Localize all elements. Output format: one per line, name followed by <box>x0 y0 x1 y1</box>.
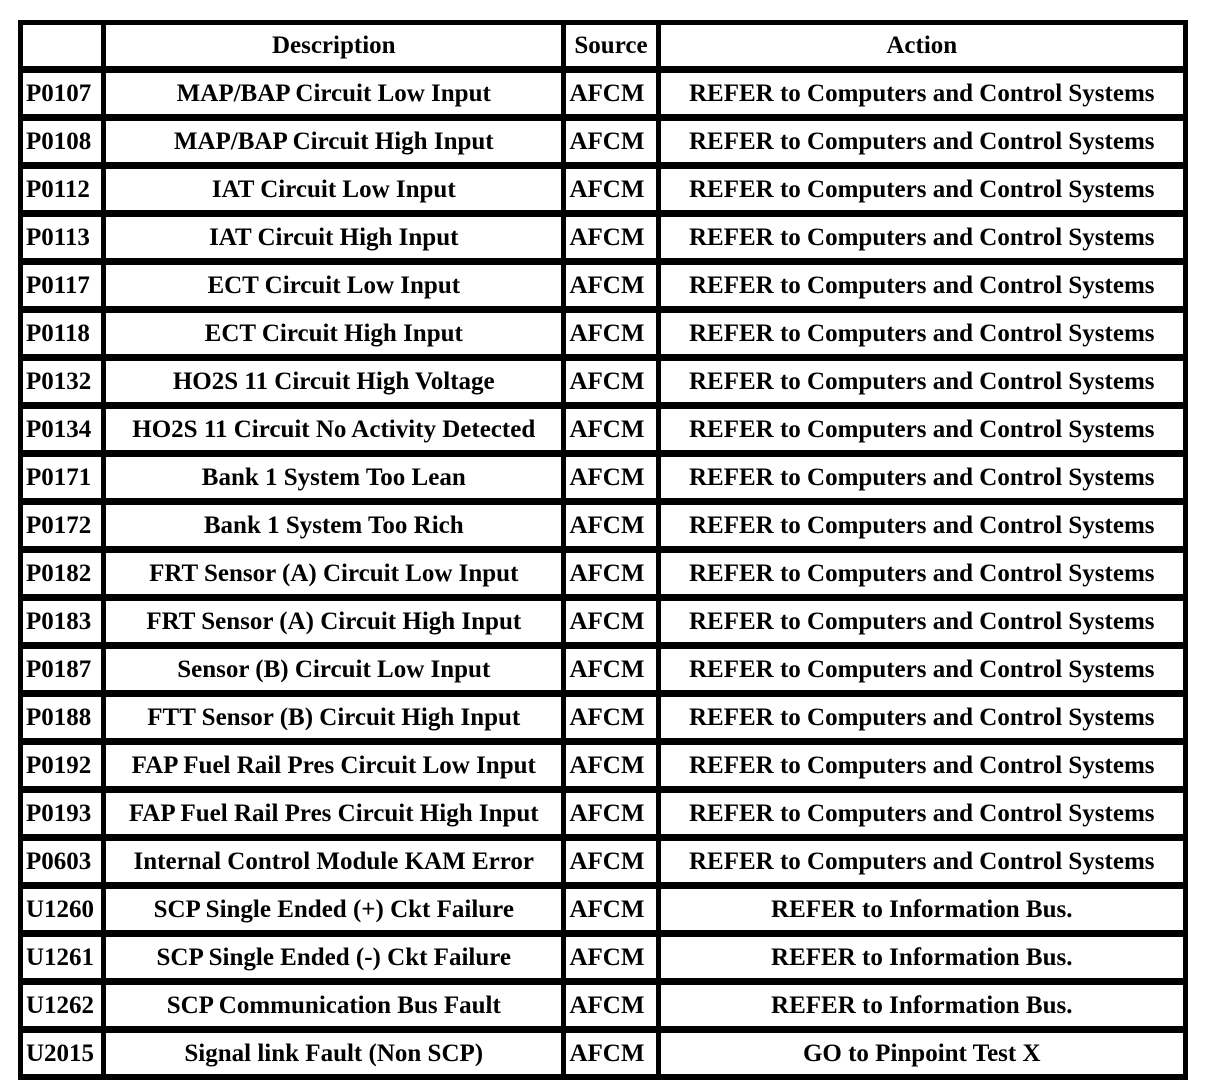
cell-source: AFCM <box>566 361 655 402</box>
table-row <box>23 409 1183 450</box>
cell-code: P0132 <box>23 361 101 402</box>
cell-code: U1262 <box>23 985 101 1026</box>
cell-code: P0117 <box>23 265 101 306</box>
cell-code: P0187 <box>23 649 101 690</box>
table-row <box>23 697 1183 738</box>
cell-source: AFCM <box>566 169 655 210</box>
cell-action: REFER to Computers and Control Systems <box>661 601 1183 642</box>
cell-source: AFCM <box>566 121 655 162</box>
table-row <box>23 937 1183 978</box>
cell-source: AFCM <box>566 649 655 690</box>
cell-action: GO to Pinpoint Test X <box>661 1033 1183 1074</box>
table-row <box>23 313 1183 354</box>
dtc-table <box>18 18 1188 1081</box>
cell-code: P0107 <box>23 73 101 114</box>
cell-source: AFCM <box>566 457 655 498</box>
cell-source: AFCM <box>566 313 655 354</box>
cell-action: REFER to Computers and Control Systems <box>661 361 1183 402</box>
cell-action: REFER to Computers and Control Systems <box>661 505 1183 546</box>
cell-action: REFER to Information Bus. <box>661 937 1183 978</box>
cell-code: P0183 <box>23 601 101 642</box>
table-row <box>23 121 1183 162</box>
cell-source: AFCM <box>566 265 655 306</box>
table-body <box>23 73 1183 1074</box>
cell-description: Sensor (B) Circuit Low Input <box>106 649 561 690</box>
cell-action: REFER to Computers and Control Systems <box>661 73 1183 114</box>
cell-code: P0118 <box>23 313 101 354</box>
cell-description: Bank 1 System Too Rich <box>106 505 561 546</box>
cell-description: SCP Single Ended (+) Ckt Failure <box>106 889 561 930</box>
cell-description: ECT Circuit High Input <box>106 313 561 354</box>
cell-description: Signal link Fault (Non SCP) <box>106 1033 561 1074</box>
cell-action: REFER to Computers and Control Systems <box>661 121 1183 162</box>
cell-description: SCP Single Ended (-) Ckt Failure <box>106 937 561 978</box>
cell-action: REFER to Computers and Control Systems <box>661 745 1183 786</box>
cell-code: P0171 <box>23 457 101 498</box>
cell-action: REFER to Computers and Control Systems <box>661 553 1183 594</box>
cell-code: P0193 <box>23 793 101 834</box>
cell-source: AFCM <box>566 505 655 546</box>
table-row <box>23 601 1183 642</box>
cell-source: AFCM <box>566 937 655 978</box>
cell-description: FTT Sensor (B) Circuit High Input <box>106 697 561 738</box>
cell-description: FRT Sensor (A) Circuit Low Input <box>106 553 561 594</box>
cell-code: P0172 <box>23 505 101 546</box>
cell-source: AFCM <box>566 793 655 834</box>
cell-source: AFCM <box>566 985 655 1026</box>
table-row <box>23 793 1183 834</box>
cell-description: IAT Circuit Low Input <box>106 169 561 210</box>
cell-code: P0192 <box>23 745 101 786</box>
cell-action: REFER to Computers and Control Systems <box>661 169 1183 210</box>
cell-description: HO2S 11 Circuit High Voltage <box>106 361 561 402</box>
cell-source: AFCM <box>566 601 655 642</box>
cell-description: MAP/BAP Circuit High Input <box>106 121 561 162</box>
column-header-code <box>23 25 101 66</box>
table-row <box>23 169 1183 210</box>
cell-description: IAT Circuit High Input <box>106 217 561 258</box>
table-row <box>23 505 1183 546</box>
cell-source: AFCM <box>566 1033 655 1074</box>
cell-source: AFCM <box>566 745 655 786</box>
column-header-action: Action <box>661 25 1183 66</box>
dtc-table-container <box>18 20 1188 1080</box>
cell-action: REFER to Computers and Control Systems <box>661 265 1183 306</box>
cell-source: AFCM <box>566 697 655 738</box>
table-row <box>23 361 1183 402</box>
cell-code: P0603 <box>23 841 101 882</box>
table-row <box>23 265 1183 306</box>
cell-source: AFCM <box>566 889 655 930</box>
cell-action: REFER to Computers and Control Systems <box>661 697 1183 738</box>
cell-code: P0113 <box>23 217 101 258</box>
cell-description: MAP/BAP Circuit Low Input <box>106 73 561 114</box>
table-row <box>23 553 1183 594</box>
table-row <box>23 217 1183 258</box>
table-row <box>23 985 1183 1026</box>
cell-description: FAP Fuel Rail Pres Circuit High Input <box>106 793 561 834</box>
cell-code: P0134 <box>23 409 101 450</box>
cell-source: AFCM <box>566 553 655 594</box>
cell-action: REFER to Computers and Control Systems <box>661 409 1183 450</box>
cell-description: HO2S 11 Circuit No Activity Detected <box>106 409 561 450</box>
column-header-source: Source <box>566 25 655 66</box>
table-row <box>23 889 1183 930</box>
cell-action: REFER to Computers and Control Systems <box>661 313 1183 354</box>
table-row <box>23 1033 1183 1074</box>
cell-code: P0112 <box>23 169 101 210</box>
table-row <box>23 745 1183 786</box>
cell-code: P0188 <box>23 697 101 738</box>
cell-description: FAP Fuel Rail Pres Circuit Low Input <box>106 745 561 786</box>
cell-code: U1260 <box>23 889 101 930</box>
cell-action: REFER to Computers and Control Systems <box>661 649 1183 690</box>
cell-source: AFCM <box>566 409 655 450</box>
cell-action: REFER to Computers and Control Systems <box>661 217 1183 258</box>
table-row <box>23 457 1183 498</box>
table-row <box>23 649 1183 690</box>
cell-description: ECT Circuit Low Input <box>106 265 561 306</box>
cell-description: FRT Sensor (A) Circuit High Input <box>106 601 561 642</box>
column-header-description: Description <box>106 25 561 66</box>
cell-action: REFER to Computers and Control Systems <box>661 841 1183 882</box>
cell-description: SCP Communication Bus Fault <box>106 985 561 1026</box>
cell-action: REFER to Information Bus. <box>661 985 1183 1026</box>
cell-source: AFCM <box>566 217 655 258</box>
cell-code: P0182 <box>23 553 101 594</box>
cell-description: Bank 1 System Too Lean <box>106 457 561 498</box>
cell-description: Internal Control Module KAM Error <box>106 841 561 882</box>
cell-action: REFER to Computers and Control Systems <box>661 793 1183 834</box>
cell-code: P0108 <box>23 121 101 162</box>
table-row <box>23 841 1183 882</box>
table-row <box>23 73 1183 114</box>
cell-action: REFER to Information Bus. <box>661 889 1183 930</box>
cell-code: U2015 <box>23 1033 101 1074</box>
cell-source: AFCM <box>566 841 655 882</box>
table-header-row <box>23 25 1183 66</box>
cell-code: U1261 <box>23 937 101 978</box>
cell-action: REFER to Computers and Control Systems <box>661 457 1183 498</box>
cell-source: AFCM <box>566 73 655 114</box>
